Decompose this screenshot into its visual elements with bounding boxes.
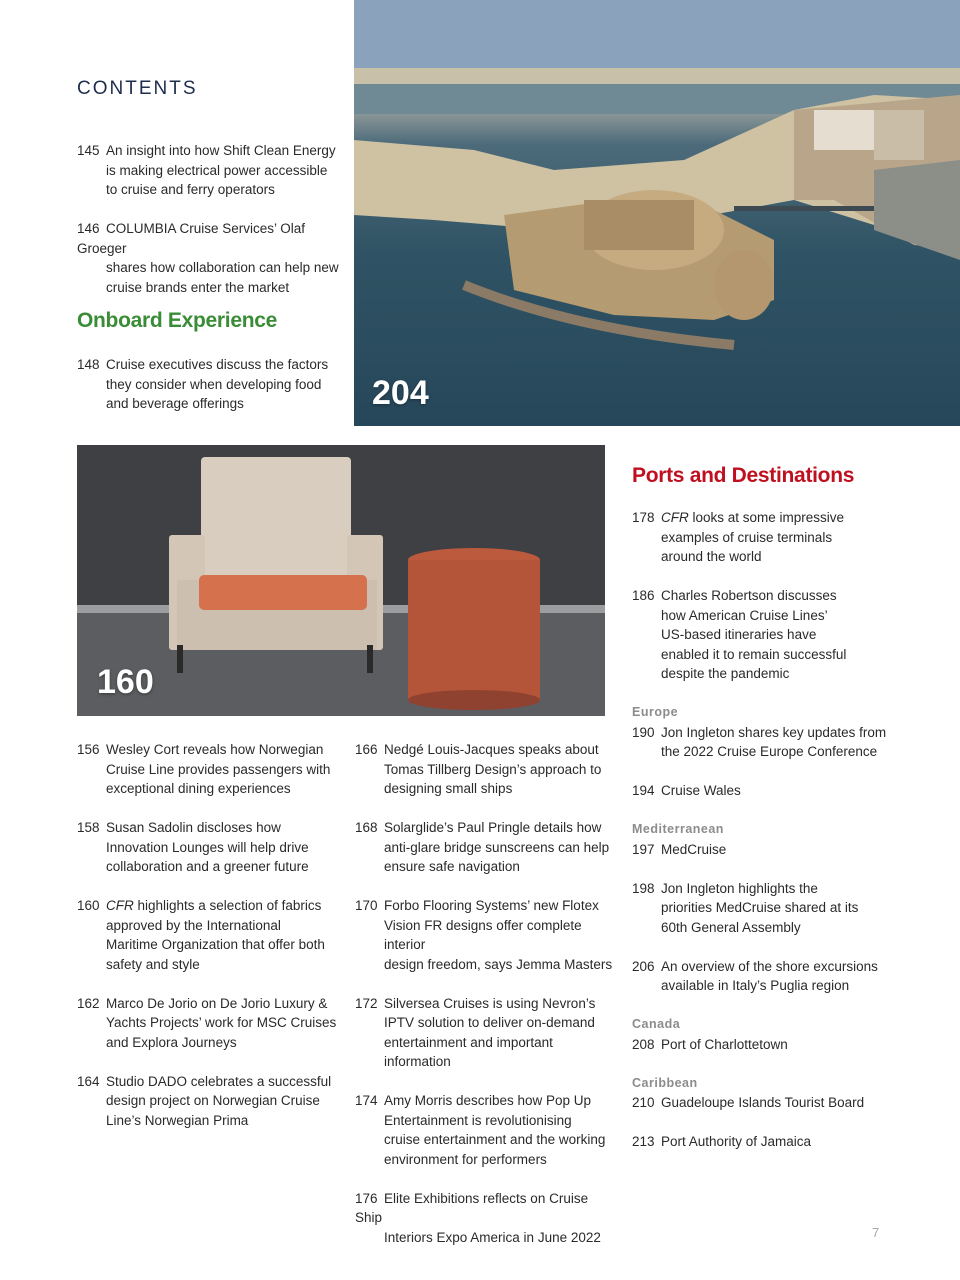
toc-entry[interactable]: 190 Jon Ingleton shares key updates from the 2022 Cruise Europe Conference [632,724,887,759]
region-heading-caribbean: Caribbean [632,1075,698,1090]
toc-entry[interactable]: 170 Forbo Flooring Systems’ new Flotex Vision FR designs offer complete interior design freedom, says Jemma Masters [355,898,613,972]
harbour-castle-photo [354,0,960,426]
armchair-illustration [77,445,605,716]
toc-entry[interactable]: 210 Guadeloupe Islands Tourist Board [632,1095,865,1110]
toc-entry[interactable]: 164 Studio DADO celebrates a successful design project on Norwegian Cruise Line’s Norwegian Prima [77,1073,332,1128]
toc-entry[interactable]: 168 Solarglide’s Paul Pringle details how anti-glare bridge sunscreens can help ensure safe navigation [355,820,610,874]
toc-entry[interactable]: 213 Port Authority of Jamaica [632,1134,812,1149]
toc-entry[interactable]: 162 Marco De Jorio on De Jorio Luxury & Yachts Projects’ work for MSC Cruises and Explora Journeys [77,995,337,1050]
page-number: 7 [872,1225,880,1240]
toc-entry[interactable]: 208 Port of Charlottetown [632,1036,788,1052]
toc-entry[interactable]: 186 Charles Robertson discusses how American Cruise Lines’ US-based itineraries have enabled it to remain successful despite the pandemic [632,588,847,681]
toc-entry[interactable]: 160 CFR highlights a selection of fabrics approved by the International Maritime Organization that offer both safety and style [77,898,325,972]
toc-entry[interactable]: 174 Amy Morris describes how Pop Up Entertainment is revolutionising cruise entertainment and the working environment for performers [355,1093,606,1167]
section-heading-ports-and-destinations: Ports and Destinations [632,464,855,487]
photo-page-label: 204 [372,374,429,412]
toc-entry[interactable]: 198 Jon Ingleton highlights the priorities MedCruise shared at its 60th General Assembly [632,880,859,935]
toc-column-1 [77,740,347,1130]
toc-entry[interactable]: 146 COLUMBIA Cruise Services’ Olaf Groeger shares how collaboration can help new cruise brands enter the market [77,221,339,295]
harbour-illustration [354,0,960,426]
toc-entry[interactable]: 158 Susan Sadolin discloses how Innovation Lounges will help drive collaboration and a greener future [77,820,309,874]
toc-entry[interactable]: 176 Elite Exhibitions reflects on Cruise Ship Interiors Expo America in June 2022 [355,1190,601,1245]
toc-entry[interactable]: 178 CFR looks at some impressive examples of cruise terminals around the world [632,510,845,564]
toc-entry[interactable]: 197 MedCruise [632,841,727,857]
toc-entry[interactable]: 206 An overview of the shore excursions available in Italy’s Puglia region [632,958,878,993]
toc-entry[interactable]: 194 Cruise Wales [632,783,741,798]
region-heading-europe: Europe [632,705,679,719]
toc-entry[interactable]: 166 Nedgé Louis-Jacques speaks about Tomas Tillberg Design’s approach to designing small ships [355,742,602,796]
section-heading-onboard-experience: Onboard Experience [77,309,277,332]
toc-entry[interactable]: 172 Silversea Cruises is using Nevron’s IPTV solution to deliver on-demand entertainment and important information [355,995,596,1069]
photo-page-label: 160 [97,663,154,701]
armchair-photo [77,445,605,716]
page-title: CONTENTS [77,78,198,99]
region-heading-canada: Canada [632,1017,681,1031]
toc-column-3 [632,508,892,1152]
region-heading-mediterranean: Mediterranean [632,822,724,836]
toc-column-2 [355,740,615,1247]
toc-entry[interactable]: 156 Wesley Cort reveals how Norwegian Cruise Line provides passengers with exceptional dining experiences [77,742,331,796]
toc-entry[interactable]: 148 Cruise executives discuss the factors they consider when developing food and beverage offerings [77,357,329,411]
toc-entry[interactable]: 145 An insight into how Shift Clean Energy is making electrical power accessible to cruise and ferry operators [77,143,336,197]
